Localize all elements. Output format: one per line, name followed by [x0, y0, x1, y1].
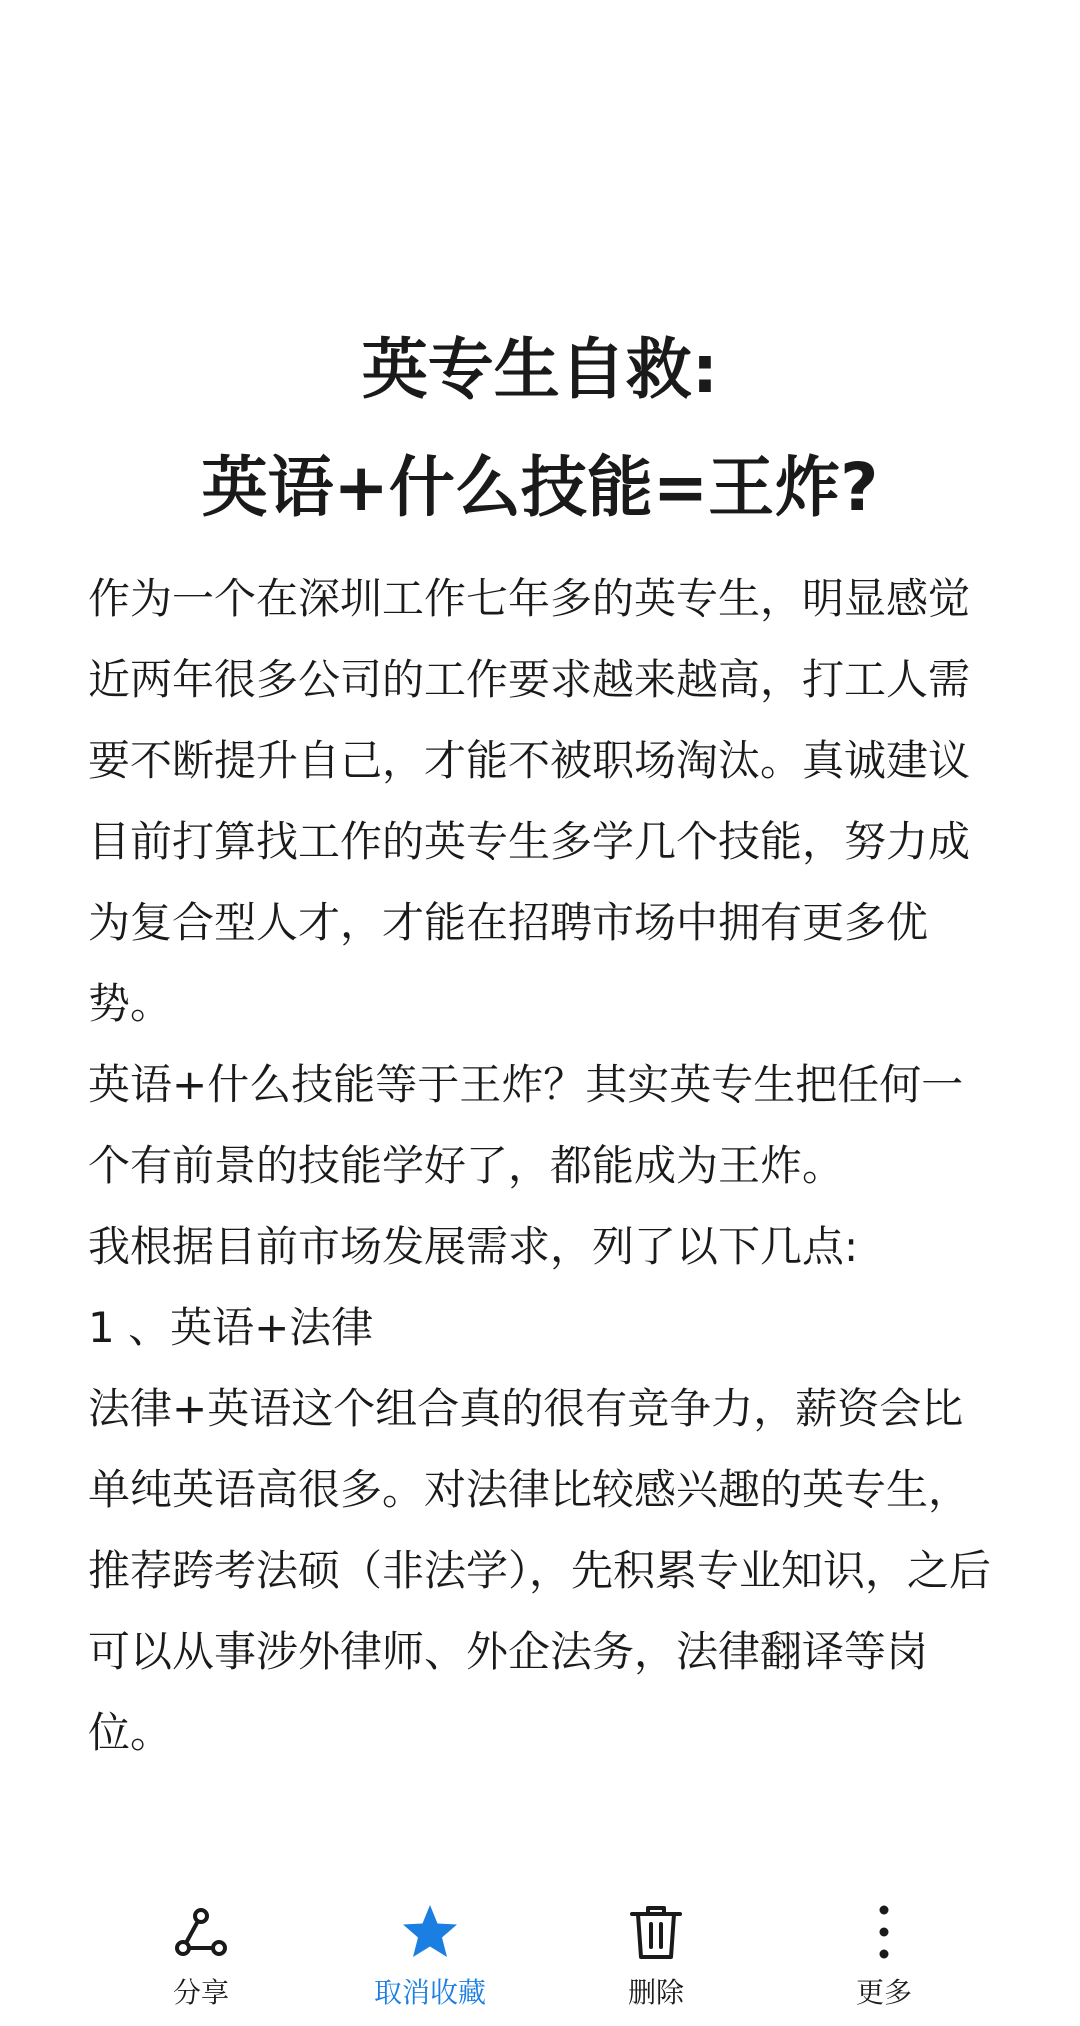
bottom-action-bar	[0, 1880, 1080, 2026]
article-paragraph: 作为一个在深圳工作七年多的英专生，明显感觉近两年很多公司的工作要求越来越高，打工人需要不断提升自己，才能不被职场淘汰。真诚建议目前打算找工作的英专生多学几个技能，努力成为复合型人才，才能在招聘市场中拥有更多优势。	[88, 574, 971, 1028]
share-label: 分享	[172, 1976, 229, 2009]
more-label: 更多	[855, 1976, 912, 2009]
trash-icon	[626, 1902, 686, 1962]
article-paragraph: 英语+什么技能等于王炸？其实英专生把任何一个有前景的技能学好了，都能成为王炸。	[88, 1060, 964, 1190]
more-button[interactable]	[784, 1880, 984, 2020]
unfavorite-label: 取消收藏	[373, 1976, 486, 2009]
article-title-line-1: 英专生自救:	[361, 331, 719, 408]
article-paragraph: 1 、英语+法律	[88, 1303, 374, 1352]
article-title-line-2: 英语+什么技能=王炸?	[201, 449, 879, 526]
unfavorite-button[interactable]	[330, 1880, 530, 2020]
delete-label: 删除	[627, 1976, 684, 2009]
article-paragraph: 法律+英语这个组合真的很有竞争力，薪资会比单纯英语高很多。对法律比较感兴趣的英专生，推荐跨考法硕（非法学），先积累专业知识，之后可以从事涉外律师、外企法务，法律翻译等岗位。	[88, 1384, 992, 1757]
delete-button[interactable]	[556, 1880, 756, 2020]
article-body	[88, 558, 992, 1773]
article-paragraph: 我根据目前市场发展需求，列了以下几点:	[88, 1222, 859, 1271]
share-button[interactable]	[101, 1880, 301, 2020]
more-vertical-icon	[854, 1902, 914, 1962]
share-icon	[171, 1902, 231, 1962]
star-icon	[400, 1902, 460, 1962]
